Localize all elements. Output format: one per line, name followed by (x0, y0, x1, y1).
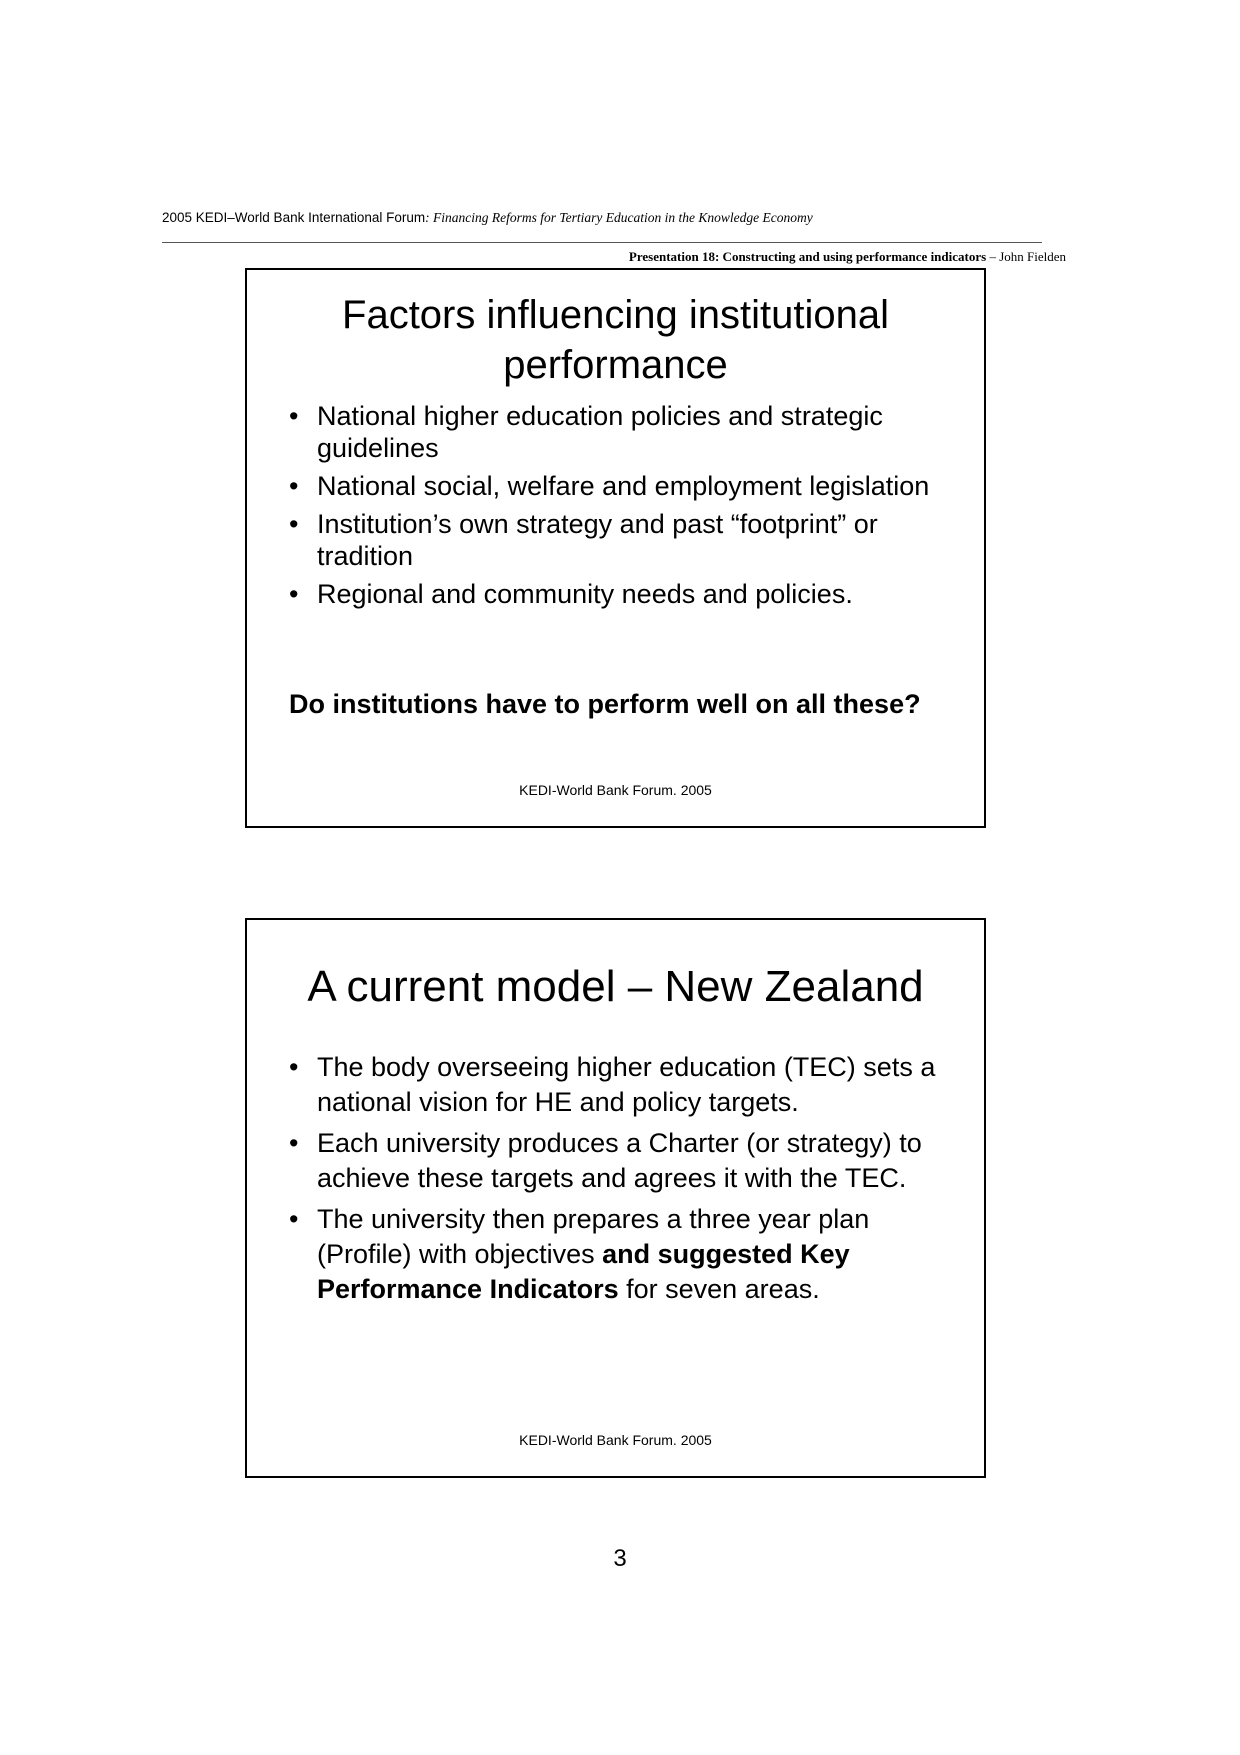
bullet-icon: • (289, 509, 299, 539)
bullet-icon: • (289, 1052, 299, 1082)
page-number: 3 (613, 1545, 627, 1572)
list-item: • The university then prepares a three year plan (Profile) with objectives and suggested Key Performance Indicators for seven areas. (289, 1204, 870, 1304)
list-item: • Regional and community needs and policies. (289, 579, 853, 609)
list-item: • Each university produces a Charter (or strategy) to achieve these targets and agrees it with the TEC. (289, 1128, 922, 1193)
list-item: • The body overseeing higher education (TEC) sets a national vision for HE and policy targets. (289, 1052, 936, 1117)
slide-title (247, 290, 984, 390)
slide-factors (245, 268, 986, 828)
bullet-icon: • (289, 579, 299, 609)
list-item: • National social, welfare and employment legislation (289, 471, 930, 501)
bullet-icon: • (289, 471, 299, 501)
bullet-list (289, 400, 954, 616)
forum-name: 2005 KEDI–World Bank International Forum (162, 210, 426, 225)
slide-footer: KEDI-World Bank Forum. 2005 (519, 1432, 712, 1448)
slide-new-zealand-model (245, 918, 986, 1478)
slide-title-line2: performance (503, 343, 728, 387)
slide-question: Do institutions have to perform well on all these? (289, 689, 921, 719)
kpi-emphasis: and suggested Key Performance Indicators (317, 1239, 850, 1304)
slide-title-line1: Factors influencing institutional (342, 293, 889, 337)
presentation-header (629, 249, 1066, 265)
slide-footer: KEDI-World Bank Forum. 2005 (519, 782, 712, 798)
presentation-title: Presentation 18: Constructing and using performance indicators (628, 249, 987, 264)
header-divider (162, 242, 1042, 243)
running-header (162, 210, 813, 226)
bullet-icon: • (289, 1204, 299, 1234)
list-item: • Institution’s own strategy and past “footprint” or tradition (289, 509, 878, 571)
slide-title: A current model – New Zealand (307, 962, 924, 1011)
bullet-list (289, 1050, 954, 1313)
presentation-author: – John Fielden (986, 249, 1066, 264)
bullet-icon: • (289, 1128, 299, 1158)
bullet-icon: • (289, 401, 299, 431)
list-item: • National higher education policies and strategic guidelines (289, 401, 883, 463)
forum-subtitle: : Financing Reforms for Tertiary Education in the Knowledge Economy (425, 210, 813, 225)
